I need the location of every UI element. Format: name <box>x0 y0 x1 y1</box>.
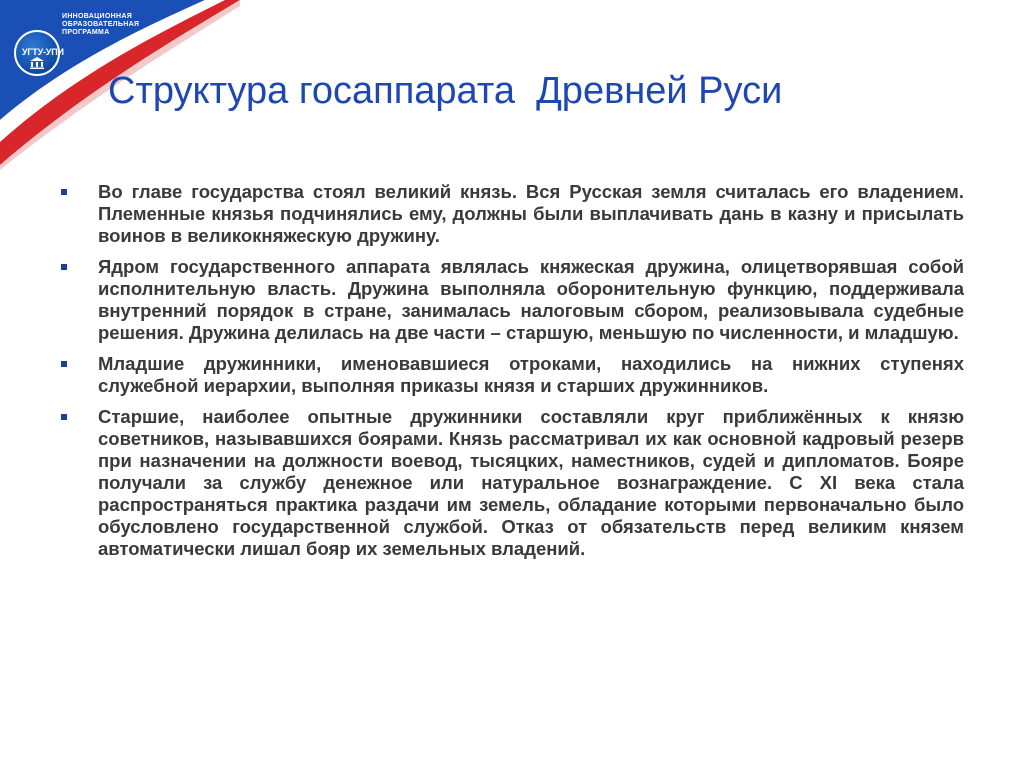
list-item <box>58 353 964 397</box>
list-item <box>58 406 964 560</box>
bullet-icon <box>61 414 67 420</box>
list-item-text: Ядром государственного аппарата являлась княжеская дружина, олицетворявшая собой исполнительную власть. Дружина выполняла оборонительную функцию, поддерживала внутренний порядок в стране, занималась налоговым сбором, реализовывала судебные решения. Дружина делилась на две части – старшую, меньшую по численности, и младшую. <box>98 256 964 343</box>
program-label <box>62 13 139 37</box>
list-item-text: Младшие дружинники, именовавшиеся отроками, находились на нижних ступенях служебной иерархии, выполняя приказы князя и старших дружинников. <box>98 353 964 396</box>
bullet-list <box>58 181 964 569</box>
list-item <box>58 256 964 344</box>
bullet-icon <box>61 361 67 367</box>
list-item <box>58 181 964 247</box>
university-logo <box>14 30 64 76</box>
list-item-text: Во главе государства стоял великий князь. Вся Русская земля считалась его владением. Племенные князья подчинялись ему, должны были выплачивать дань в казну и присылать воинов в великокняжескую дружину. <box>98 181 964 246</box>
bullet-icon <box>61 189 67 195</box>
program-line: ОБРАЗОВАТЕЛЬНАЯ <box>62 21 140 28</box>
program-line: ПРОГРАММА <box>62 29 110 36</box>
bullet-icon <box>61 264 67 270</box>
building-icon <box>29 57 45 69</box>
slide-title: Структура госаппарата Древней Руси <box>108 70 783 112</box>
program-line: ИННОВАЦИОННАЯ <box>62 13 133 20</box>
list-item-text: Старшие, наиболее опытные дружинники составляли круг приближённых к князю советников, называвшихся боярами. Князь рассматривал их как основной кадровый резерв при назначении на должности воевод, тысяцких, наместников, судей и дипломатов. Бояре получали за службу денежное или натуральное вознаграждение. С XI века стала распространяться практика раздачи им земель, обладание которыми первоначально было обусловлено государственной службой. Отказ от обязательств перед великим князем автоматически лишал бояр их земельных владений. <box>98 406 964 559</box>
logo-text: УГТУ-УПИ <box>22 47 64 57</box>
